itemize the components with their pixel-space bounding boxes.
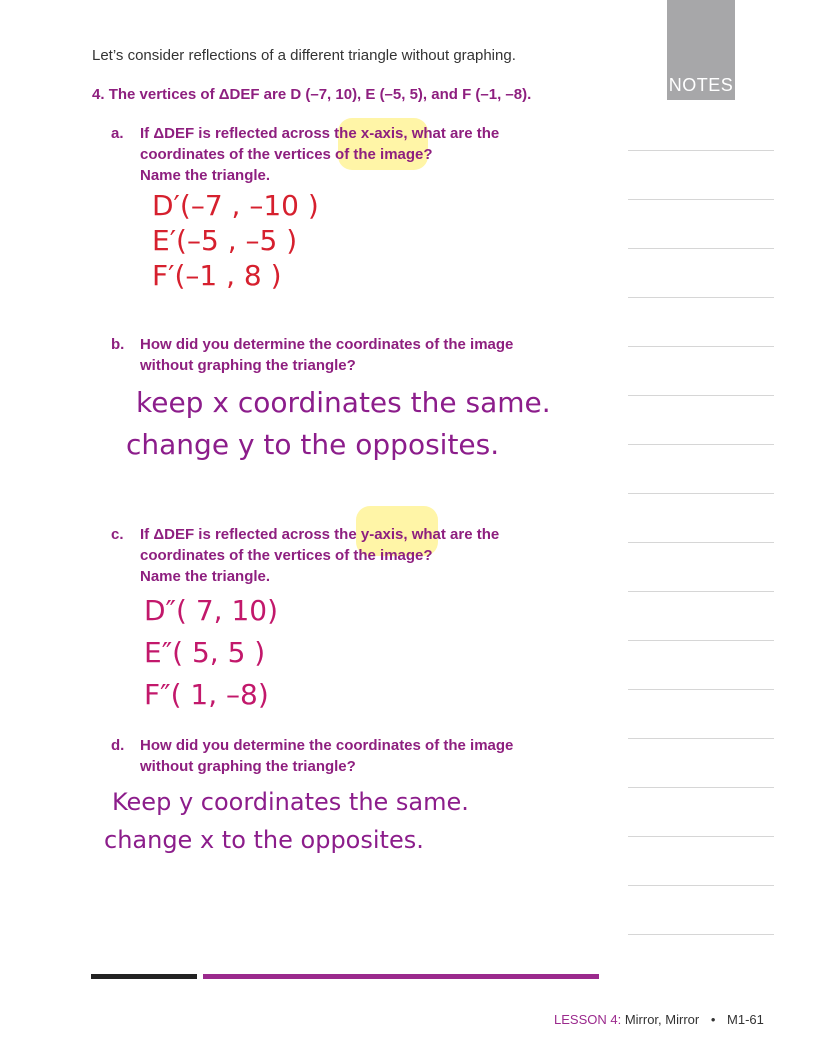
- part-b-answer: [126, 382, 551, 466]
- part-d-line: without graphing the triangle?: [140, 758, 356, 775]
- footer-bar-black: [91, 974, 197, 979]
- footer-lesson: LESSON 4:: [554, 1012, 622, 1027]
- notes-line: [628, 640, 774, 641]
- part-c-answer: [144, 590, 278, 716]
- notes-line: [628, 297, 774, 298]
- answer-d-double-prime: D″( 7, 10): [144, 594, 279, 627]
- notes-line: [628, 934, 774, 935]
- intro-text: Let’s consider reflections of a different triangle without graphing.: [92, 47, 516, 64]
- answer-line: keep x coordinates the same.: [136, 386, 551, 419]
- footer-bar-purple: [203, 974, 599, 979]
- answer-line: change y to the opposites.: [126, 428, 500, 461]
- answer-line: Keep y coordinates the same.: [112, 788, 469, 816]
- part-c: [111, 524, 500, 587]
- question-number: 4.: [92, 86, 105, 103]
- part-a: [111, 123, 500, 186]
- notes-line: [628, 444, 774, 445]
- part-c-line: Name the triangle.: [140, 568, 271, 585]
- part-b-letter: b.: [111, 336, 125, 353]
- part-a-line: If ΔDEF is reflected across the x-axis, what are the: [140, 125, 500, 142]
- footer-bullet: •: [710, 1012, 716, 1027]
- notes-line: [628, 787, 774, 788]
- part-b-line: How did you determine the coordinates of the image: [140, 336, 514, 353]
- part-b: [111, 334, 514, 376]
- answer-e-double-prime: E″( 5, 5 ): [144, 636, 266, 669]
- notes-label: NOTES: [668, 75, 734, 95]
- answer-d-prime: D′(–7 , –10 ): [152, 189, 319, 222]
- question-text: The vertices of ΔDEF are D (–7, 10), E (–5, 5), and F (–1, –8).: [108, 86, 532, 103]
- footer-title: Mirror, Mirror: [624, 1012, 700, 1027]
- part-d-letter: d.: [111, 737, 125, 754]
- footer-page-number: M1-61: [727, 1012, 764, 1027]
- notes-line: [628, 689, 774, 690]
- answer-e-prime: E′(–5 , –5 ): [152, 224, 298, 257]
- notes-line: [628, 738, 774, 739]
- part-c-line: If ΔDEF is reflected across the y-axis, what are the: [140, 526, 500, 543]
- question-4: [92, 86, 531, 103]
- notes-line: [628, 885, 774, 886]
- part-a-line: coordinates of the vertices of the image?: [140, 146, 433, 163]
- part-c-line: coordinates of the vertices of the image?: [140, 547, 433, 564]
- part-a-answer: [152, 188, 319, 293]
- notes-line: [628, 199, 774, 200]
- notes-line: [628, 591, 774, 592]
- part-b-line: without graphing the triangle?: [140, 357, 356, 374]
- notes-line: [628, 395, 774, 396]
- notes-tab: [667, 0, 735, 100]
- notes-line: [628, 542, 774, 543]
- part-d-answer: [104, 783, 469, 859]
- page-footer: [554, 1012, 764, 1027]
- answer-line: change x to the opposites.: [104, 826, 424, 854]
- answer-f-prime: F′(–1 , 8 ): [152, 259, 282, 292]
- part-d: [111, 735, 514, 777]
- notes-line: [628, 836, 774, 837]
- notes-line: [628, 493, 774, 494]
- part-a-line: Name the triangle.: [140, 167, 271, 184]
- part-a-letter: a.: [111, 125, 124, 142]
- notes-line: [628, 248, 774, 249]
- notes-line: [628, 346, 774, 347]
- answer-f-double-prime: F″( 1, –8): [144, 678, 269, 711]
- notes-line: [628, 150, 774, 151]
- part-d-line: How did you determine the coordinates of the image: [140, 737, 514, 754]
- part-c-letter: c.: [111, 526, 124, 543]
